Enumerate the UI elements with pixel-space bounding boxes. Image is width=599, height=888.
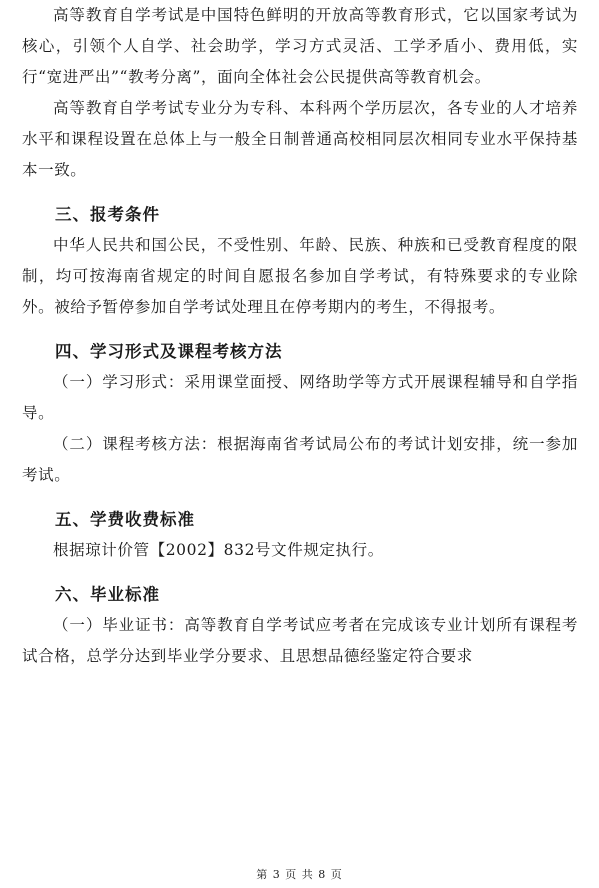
section-4-heading: 四、学习形式及课程考核方法 — [55, 342, 283, 361]
document-page — [22, 0, 578, 672]
page-number-footer: 第 3 页 共 8 页 — [256, 868, 343, 881]
section-4-paragraph-2: （二）课程考核方法：根据海南省考试局公布的考试计划安排，统一参加考试。 — [22, 435, 578, 484]
section-3-heading: 三、报考条件 — [55, 205, 160, 224]
section-6-paragraph-1: （一）毕业证书：高等教育自学考试应考者在完成该专业计划所有课程考试合格，总学分达到毕业学分要求、且思想品德经鉴定符合要求 — [22, 616, 578, 665]
section-3-paragraph-1: 中华人民共和国公民，不受性别、年龄、民族、种族和已受教育程度的限制，均可按海南省规定的时间自愿报名参加自学考试，有特殊要求的专业除外。被给予暂停参加自学考试处理且在停考期内的考生，不得报考。 — [22, 236, 578, 316]
intro-paragraph-1: 高等教育自学考试是中国特色鲜明的开放高等教育形式，它以国家考试为核心，引领个人自学、社会助学，学习方式灵活、工学矛盾小、费用低，实行“宽进严出”“教考分离”，面向全体社会公民提供高等教育机会。 — [22, 6, 578, 86]
section-6-heading: 六、毕业标准 — [55, 585, 160, 604]
section-5-paragraph-1: 根据琼计价管【2002】832号文件规定执行。 — [53, 541, 384, 559]
section-4-paragraph-1: （一）学习形式：采用课堂面授、网络助学等方式开展课程辅导和自学指导。 — [22, 373, 578, 422]
intro-paragraph-2: 高等教育自学考试专业分为专科、本科两个学历层次，各专业的人才培养水平和课程设置在总体上与一般全日制普通高校相同层次相同专业水平保持基本一致。 — [22, 99, 578, 179]
section-5-heading: 五、学费收费标准 — [55, 510, 195, 529]
